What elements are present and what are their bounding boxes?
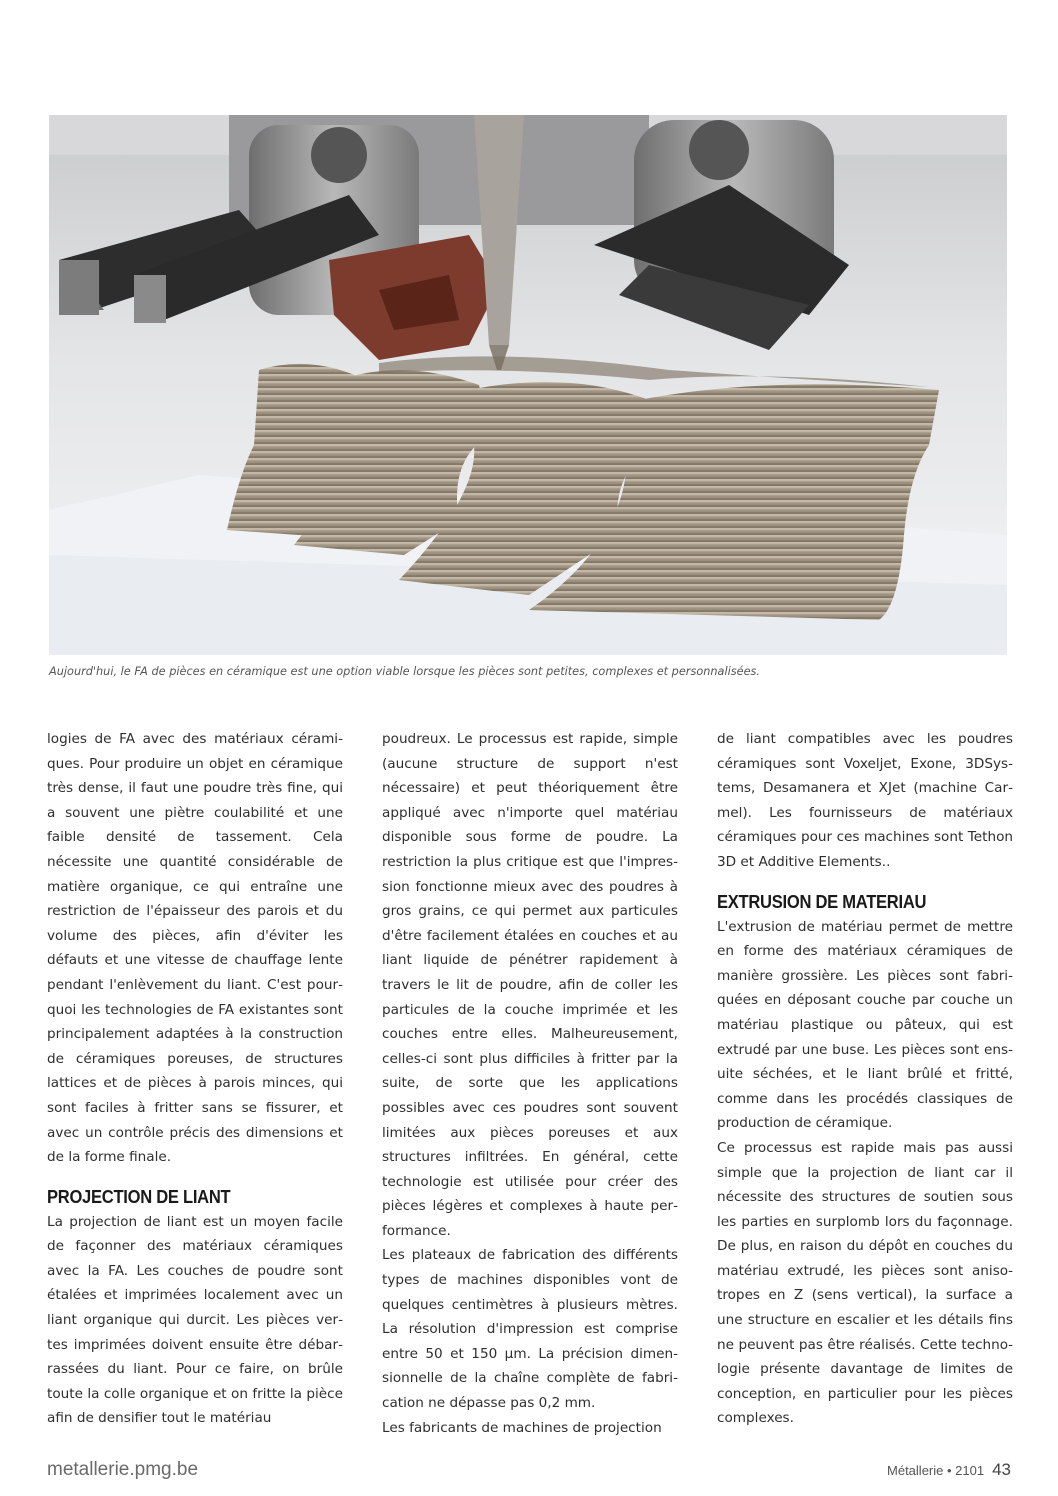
article-photo: [49, 115, 1007, 655]
paragraph: La projection de liant est un moyen facile de façonner des matériaux céramiques avec la FA. Les couches de poudre sont étalées et imprimées localement avec un liant organique qui durcit. Les pièces vertes imprimées doivent ensuite être débarrassées du liant. Pour ce faire, on brûle toute la colle organique et on fritte la pièce afin de densifier tout le matériau: [47, 1213, 343, 1427]
paragraph: Ce processus est rapide mais pas aussi simple que la projection de liant car il nécessite des structures de soutien sous les parties en surplomb lors du façonnage. De plus, en raison du dépôt en couches du matériau extrudé, les pièces sont anisotropes en Z (sens vertical), la surface a une structure en escalier et les détails fins ne peuvent pas être réalisés. Cette technologie présente davantage de limites de conception, en particulier pour les pièces complexes.: [717, 1139, 1013, 1427]
paragraph: poudreux. Le processus est rapide, simple (aucune structure de support n'est nécessaire) et peut théoriquement être appliqué avec n'importe quel matériau disponible sous forme de poudre. La restriction la plus critique est que l'impression fonctionne mieux avec des poudres à gros grains, ce qui permet aux particules d'être facilement étalées en couches et au liant liquide de pénétrer rapidement à travers le lit de poudre, afin de coller les particules de la couche imprimée et les couches entre elles. Malheureusement, celles-ci sont plus difficiles à fritter par la suite, de sorte que les applications possibles avec ces poudres sont souvent limitées aux pièces poreuses et aux structures infiltrées. En général, cette technologie est utilisée pour créer des pièces légères et complexes à haute performance.: [382, 731, 678, 1239]
paragraph: L'extrusion de matériau permet de mettre en forme des matériaux céramiques de manière grossière. Les pièces sont fabriquées en déposant couche par couche un matériau plastique ou pâteux, qui est extrudé par une buse. Les pièces sont ensuite séchées, et le liant brûlé et fritté, comme dans les procédés classiques de production de céramique.: [717, 918, 1013, 1132]
page-number: 43: [992, 1460, 1011, 1479]
footer-website-link[interactable]: metallerie.pmg.be: [47, 1459, 199, 1480]
photo-caption: Aujourd'hui, le FA de pièces en céramique est une option viable lorsque les pièces sont petites, complexes et personnalisées.: [49, 665, 761, 678]
footer-magazine-issue: Métallerie • 2101: [887, 1463, 985, 1478]
article-column-3: [717, 727, 1013, 1431]
section-heading-projection: PROJECTION DE LIANT: [47, 1186, 231, 1207]
section-heading-extrusion: EXTRUSION DE MATERIAU: [717, 891, 927, 912]
paragraph: Les fabricants de machines de projection: [382, 1419, 662, 1436]
ceramic-3d-printing-illustration: [49, 115, 1007, 655]
paragraph: Les plateaux de fabrication des différents types de machines disponibles vont de quelques centimètres à plusieurs mètres. La résolution d'impression est comprise entre 50 et 150 µm. La précision dimensionnelle de la chaîne complète de fabrication ne dépasse pas 0,2 mm.: [382, 1247, 678, 1412]
paragraph: de liant compatibles avec les poudres céramiques sont Voxeljet, Exone, 3DSystems, Desamanera et XJet (machine Carmel). Les fournisseurs de matériaux céramiques pour ces machines sont Tethon 3D et Additive Elements..: [717, 731, 1013, 870]
paragraph: logies de FA avec des matériaux céramiques. Pour produire un objet en céramique très dense, il faut une poudre très fine, qui a souvent une piètre coulabilité et une faible densité de tassement. Cela nécessite une quantité considérable de matière organique, ce qui entraîne une restriction de l'épaisseur des parois et du volume des pièces, afin d'éviter les défauts et une vitesse de chauffage lente pendant l'enlèvement du liant. C'est pourquoi les technologies de FA existantes sont principalement adaptées à la construction de céramiques poreuses, de structures lattices et de pièces à parois minces, qui sont faciles à fritter sans se fissurer, et avec un contrôle précis des dimensions et de la forme finale.: [47, 731, 343, 1166]
article-column-2: [382, 727, 678, 1440]
footer-page-info: [887, 1460, 1011, 1480]
article-column-1: [47, 727, 343, 1431]
